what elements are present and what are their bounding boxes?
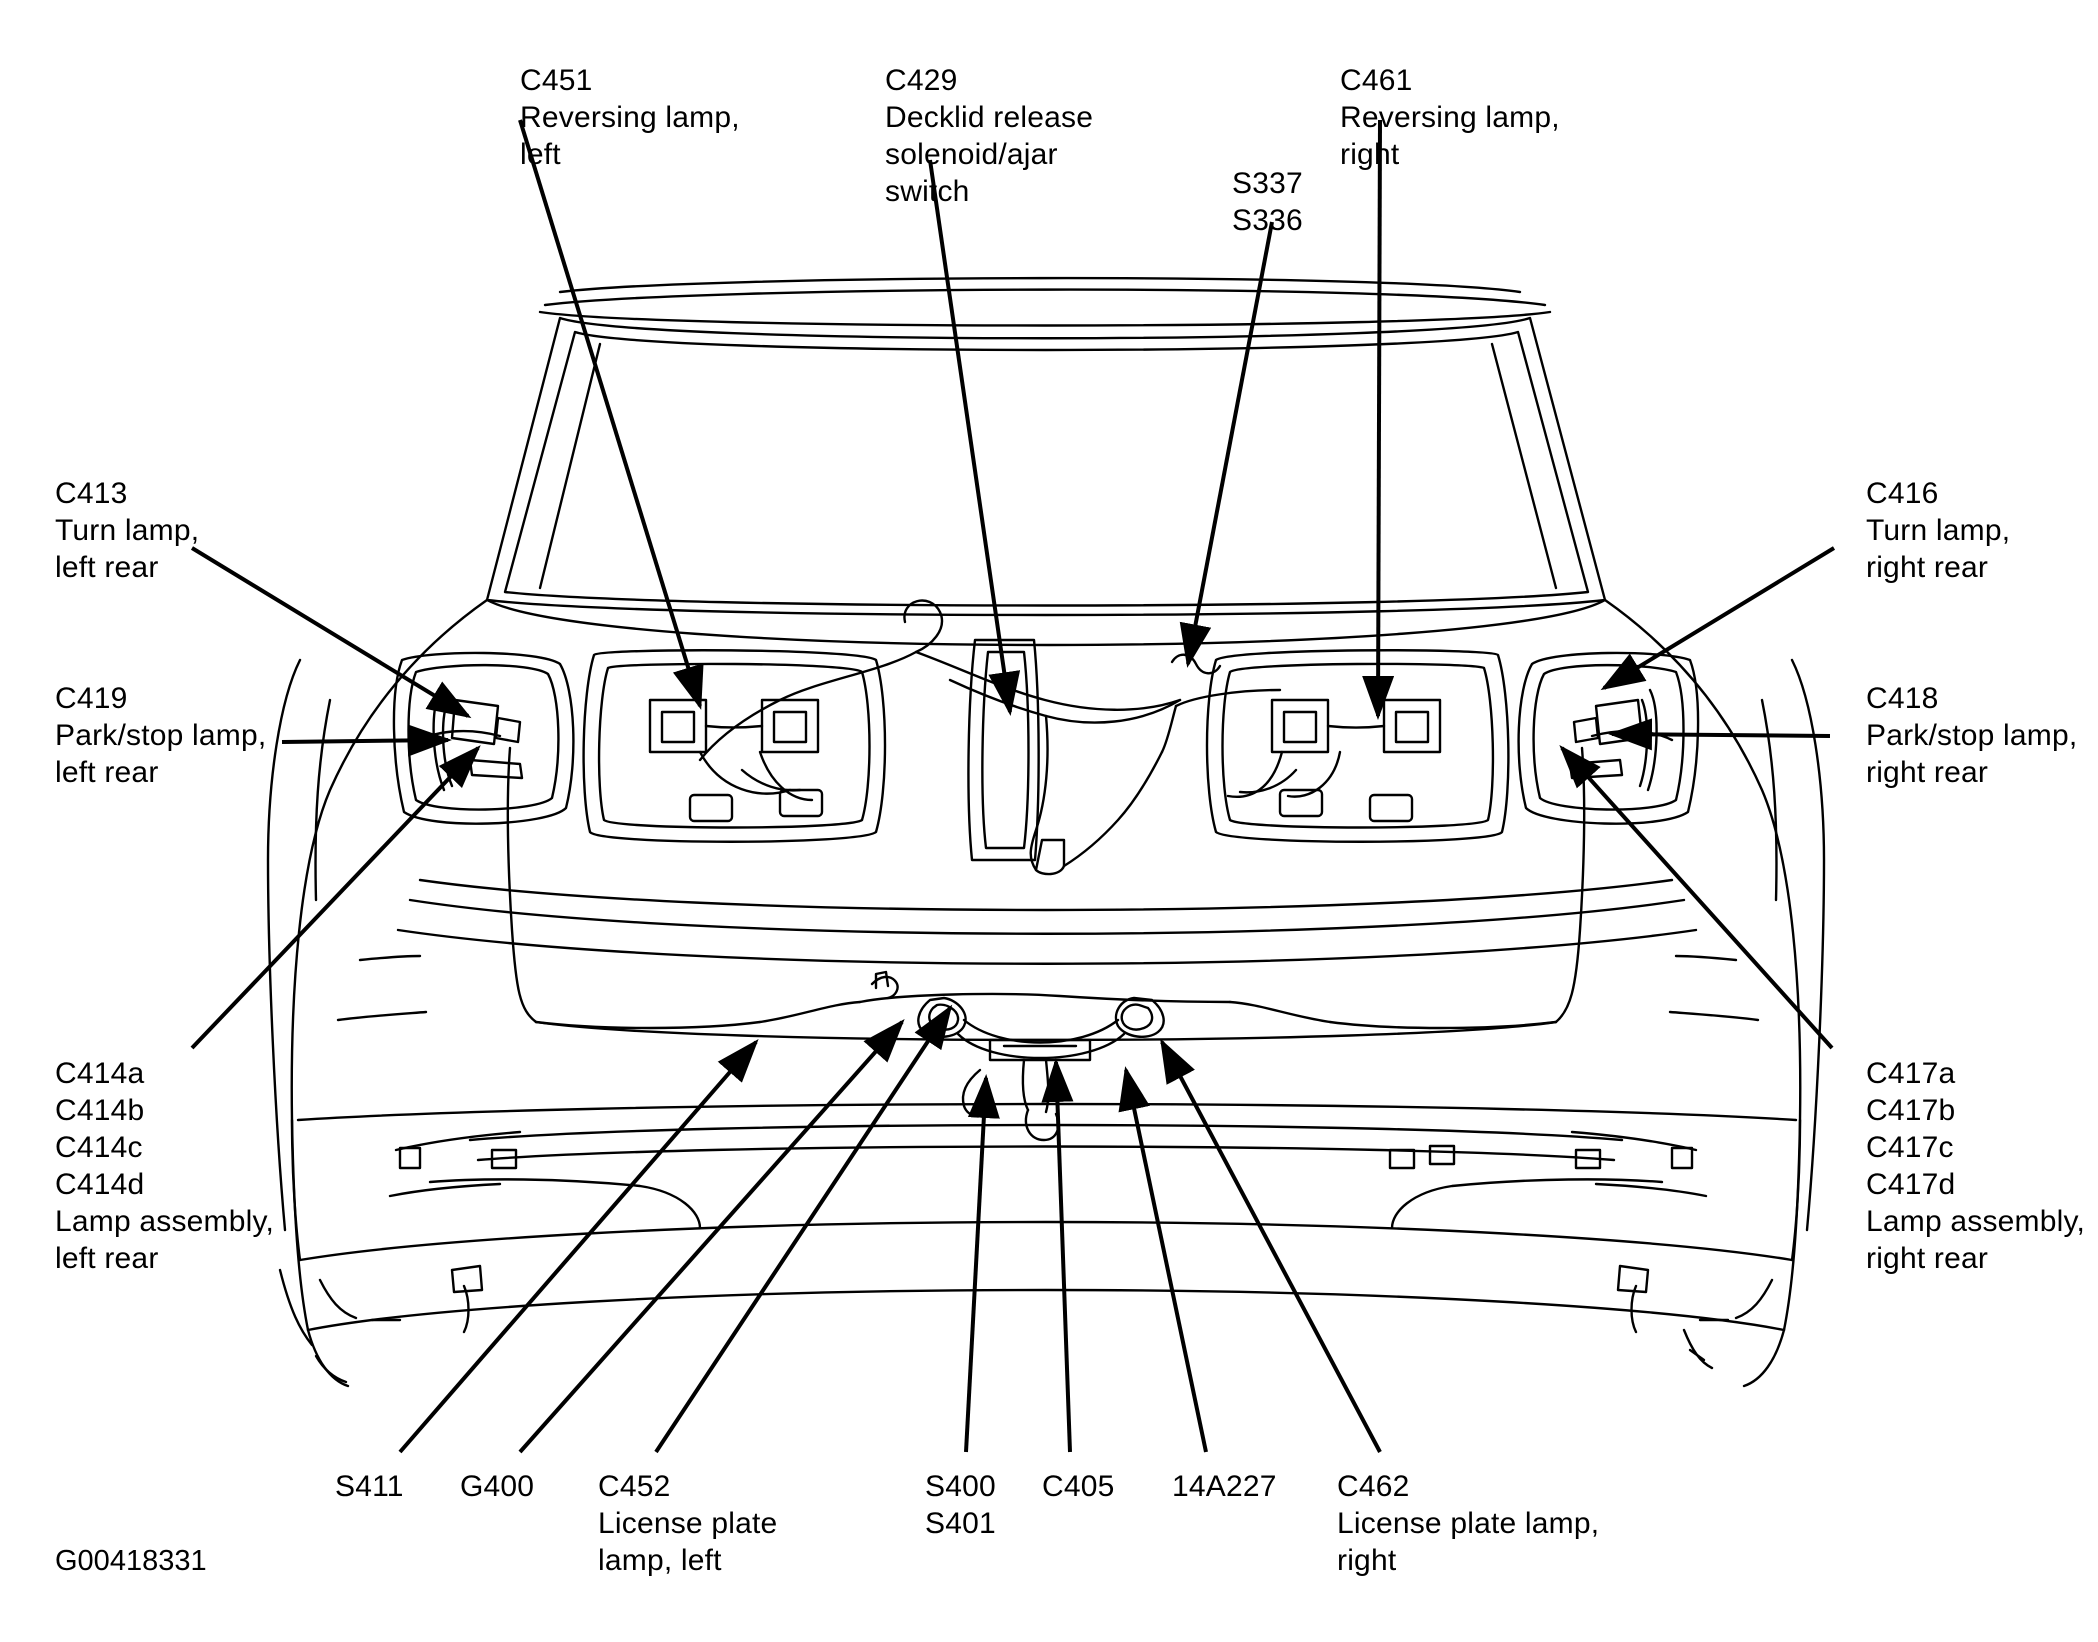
callout-c429: C429 Decklid release solenoid/ajar switch (885, 64, 1094, 208)
callout-s400-s401: S400 S401 (925, 1470, 996, 1540)
callout-c461: C461 Reversing lamp, right (1340, 64, 1560, 171)
figure-id: G00418331 (55, 1545, 207, 1577)
callout-c416: C416 Turn lamp, right rear (1866, 477, 2011, 584)
callout-s337-s336: S337 S336 (1232, 167, 1303, 237)
callout-c405: C405 (1042, 1470, 1115, 1503)
callout-c452: C452 License plate lamp, left (598, 1470, 778, 1577)
callout-c413: C413 Turn lamp, left rear (55, 477, 200, 584)
callout-c419: C419 Park/stop lamp, left rear (55, 682, 267, 789)
callout-c462: C462 License plate lamp, right (1337, 1470, 1600, 1577)
callout-14a227: 14A227 (1172, 1470, 1277, 1503)
callout-c417-lamp-assembly-right: C417a C417b C417c C417d Lamp assembly, right rear (1866, 1057, 2085, 1275)
callout-c414-lamp-assembly-left: C414a C414b C414c C414d Lamp assembly, left rear (55, 1057, 274, 1275)
callout-c418: C418 Park/stop lamp, right rear (1866, 682, 2078, 789)
callout-s411: S411 (335, 1470, 404, 1503)
callout-g400: G400 (460, 1470, 535, 1503)
callout-c451: C451 Reversing lamp, left (520, 64, 740, 171)
